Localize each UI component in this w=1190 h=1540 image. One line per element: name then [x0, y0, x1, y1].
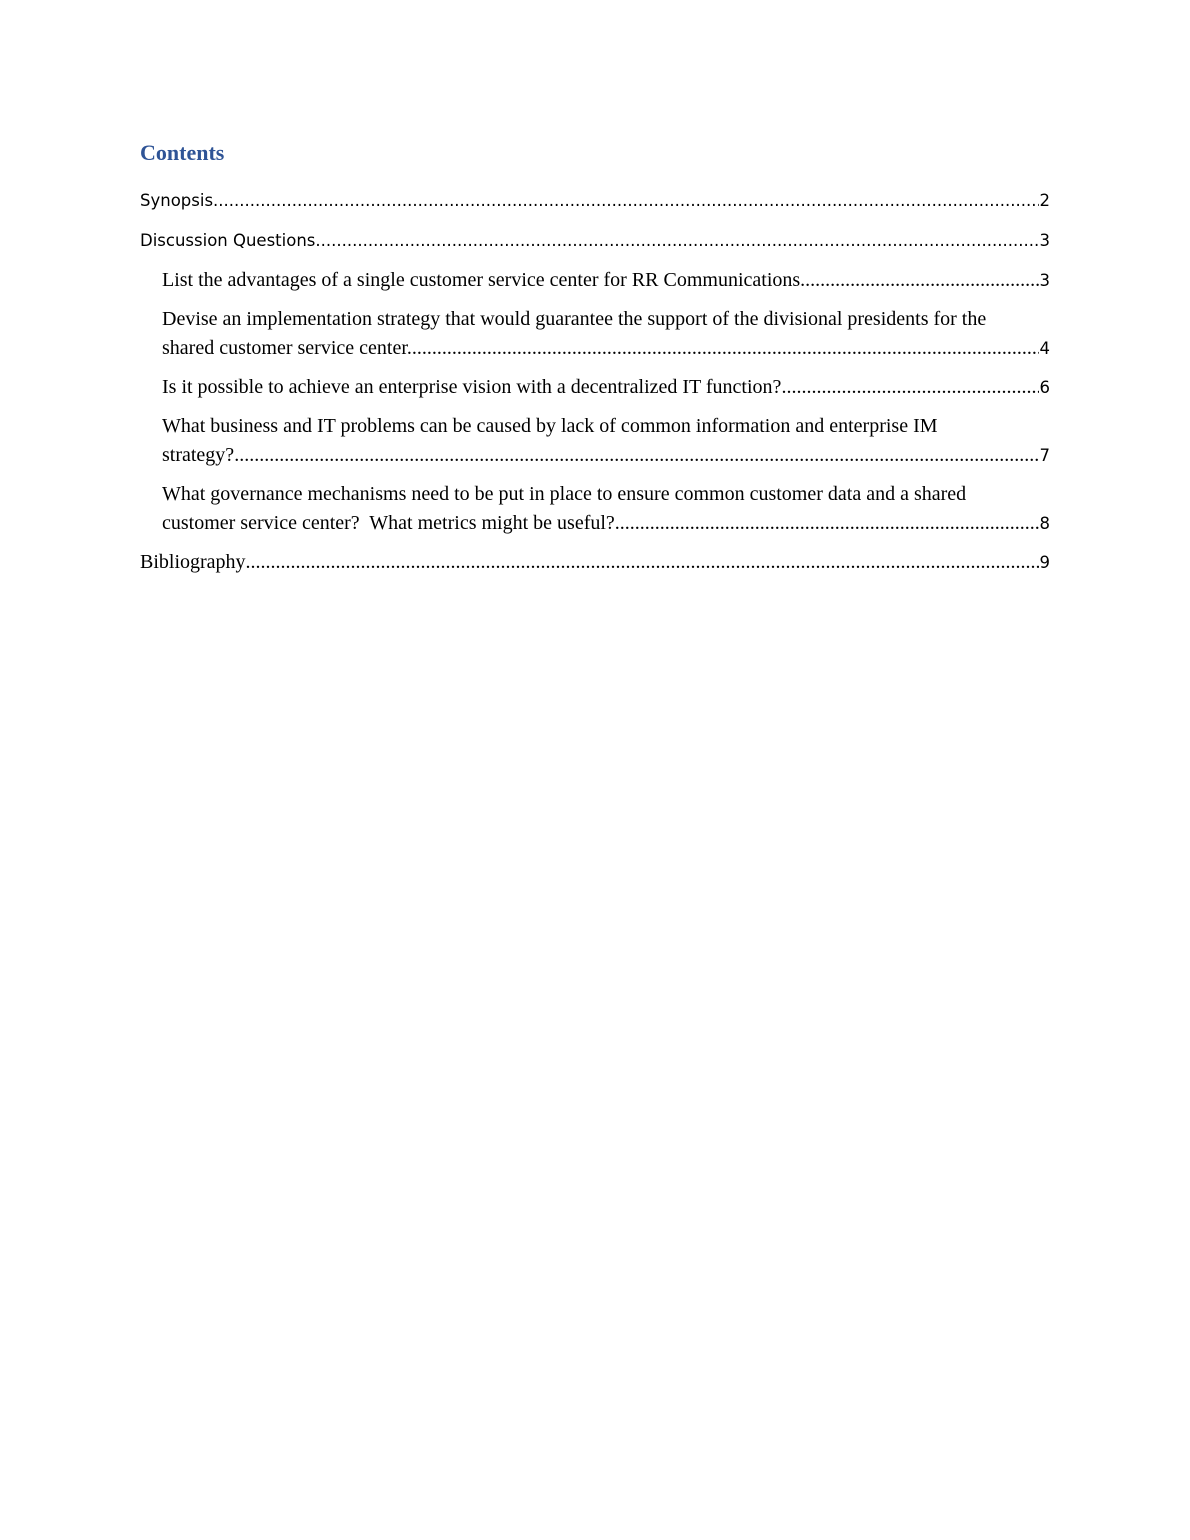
toc-entry-label: Is it possible to achieve an enterprise vision with a decentralized IT function? [162, 376, 782, 398]
toc-entry-bibliography[interactable] [140, 548, 1050, 577]
toc-entry-implementation-strategy[interactable] [140, 305, 1050, 363]
toc-heading: Contents [140, 140, 225, 165]
toc-entry-label: customer service center? What metrics might be useful? [162, 512, 615, 534]
toc-page-number: 9 [1039, 553, 1050, 572]
dot-leader [615, 509, 1039, 538]
toc-page-number: 4 [1039, 339, 1050, 358]
toc-entry-synopsis[interactable] [140, 186, 1050, 215]
toc-entry-label-line1: Devise an implementation strategy that would guarantee the support of the divisional presidents for the [162, 308, 987, 330]
toc-page-number: 2 [1039, 191, 1050, 210]
toc-page-number: 6 [1039, 378, 1050, 397]
toc-page-number: 8 [1039, 514, 1050, 533]
toc-page-number: 3 [1039, 271, 1050, 290]
toc-entry-label: Synopsis [140, 191, 214, 210]
table-of-contents [140, 138, 1050, 587]
toc-entry-label-line1: What business and IT problems can be caused by lack of common information and enterprise IM [162, 415, 938, 437]
toc-entry-label: List the advantages of a single customer service center for RR Communications. [162, 269, 806, 291]
toc-entry-label-line1: What governance mechanisms need to be put in place to ensure common customer data and a shared [162, 483, 967, 505]
toc-entry-governance-mechanisms[interactable] [140, 480, 1050, 538]
toc-page-number: 3 [1039, 231, 1050, 250]
dot-leader [234, 441, 1038, 470]
toc-entry-discussion-questions[interactable] [140, 226, 1050, 255]
toc-page-number: 7 [1039, 446, 1050, 465]
toc-entry-label: Bibliography [140, 551, 246, 573]
dot-leader [412, 334, 1039, 363]
dot-leader [805, 266, 1038, 295]
toc-entry-enterprise-vision[interactable] [140, 373, 1050, 402]
toc-entry-label: shared customer service center. [162, 337, 412, 359]
toc-entry-business-it-problems[interactable] [140, 412, 1050, 470]
toc-entry-label: Discussion Questions [140, 231, 316, 250]
dot-leader [315, 226, 1038, 255]
toc-entry-label: strategy? [162, 444, 235, 466]
dot-leader [213, 186, 1038, 215]
toc-entry-advantages[interactable] [140, 266, 1050, 295]
dot-leader [246, 548, 1039, 577]
dot-leader [781, 373, 1038, 402]
